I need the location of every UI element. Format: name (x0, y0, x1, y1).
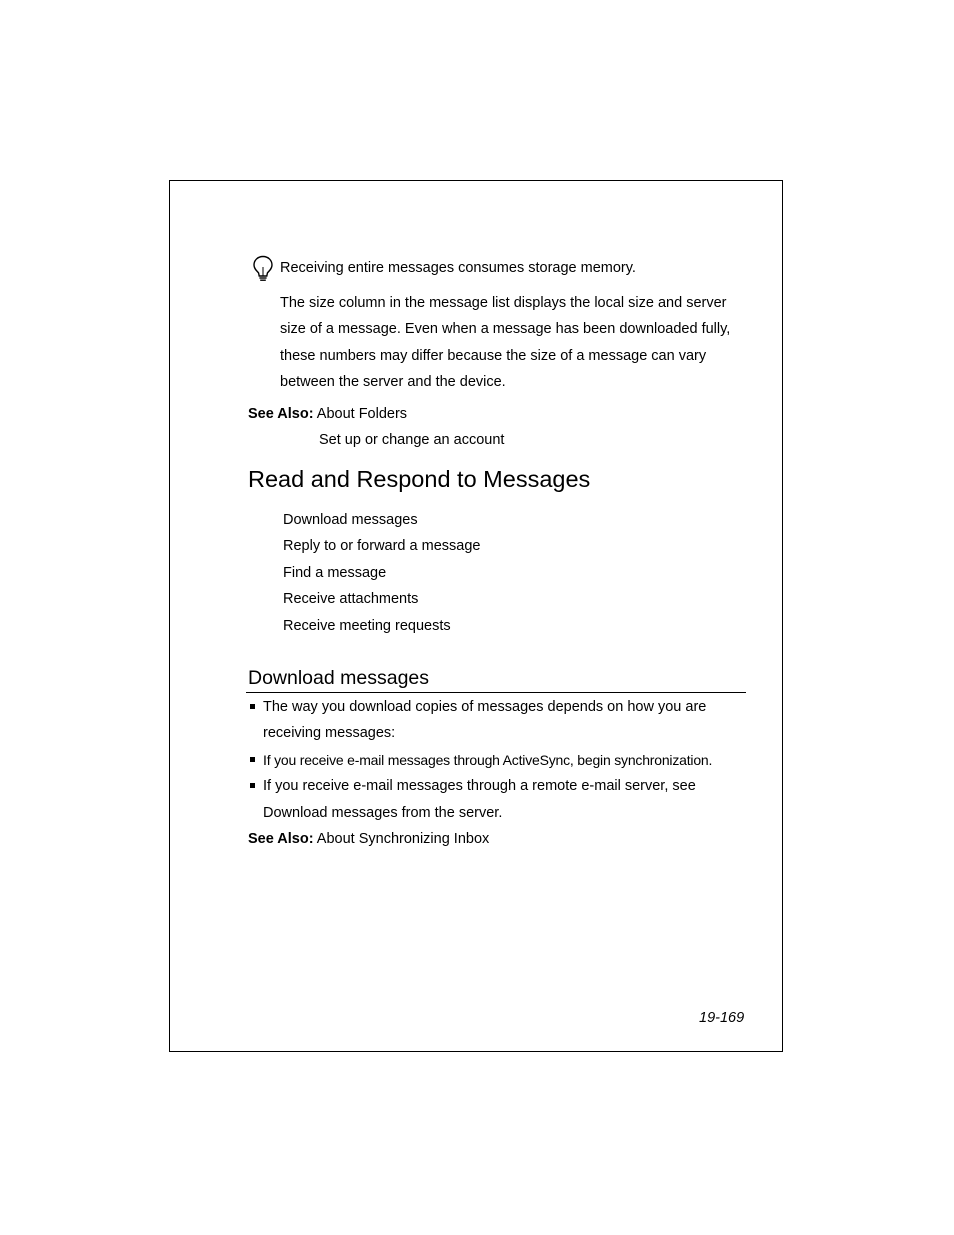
topic-link-receive-attachments[interactable]: Receive attachments (283, 591, 419, 608)
see-also-block (248, 826, 489, 852)
see-also-link-setup-account[interactable]: Set up or change an account (319, 432, 505, 448)
bullet-list (248, 694, 748, 826)
see-also-label: See Also: (248, 831, 314, 847)
topic-link-meeting-requests[interactable]: Receive meeting requests (283, 617, 451, 634)
topic-link-download-messages[interactable]: Download messages (283, 512, 418, 528)
see-also-label: See Also: (248, 406, 314, 422)
page-number: 19-169 (699, 1010, 745, 1026)
topic-list (283, 507, 480, 639)
lightbulb-icon (252, 255, 274, 283)
bullet-text: If you receive e-mail messages through ActiveSync, begin synchronization. (263, 751, 713, 768)
bullet-item (248, 694, 748, 747)
subsection-title: Download messages (248, 667, 430, 689)
bullet-square-icon (250, 704, 255, 709)
topic-link-find-message[interactable]: Find a message (283, 564, 387, 581)
heading-rule (246, 692, 746, 693)
topic-link-reply-forward[interactable]: Reply to or forward a message (283, 538, 481, 555)
size-column-paragraph: The size column in the message list displays the local size and server size of a message. Even when a message has been downloaded fully, these numbers may differ because the size of a message can vary between the server and the device. (280, 295, 731, 391)
section-title: Read and Respond to Messages (248, 466, 591, 492)
see-also-link-sync-inbox[interactable]: About Synchronizing Inbox (316, 831, 490, 847)
bullet-square-icon (250, 783, 255, 788)
bullet-item (248, 773, 748, 826)
bullet-item (248, 747, 748, 773)
tip-text: Receiving entire messages consumes storage memory. (280, 260, 636, 276)
see-also-block (248, 401, 407, 427)
bullet-text: The way you download copies of messages depends on how you are receiving messages: (263, 699, 707, 742)
bullet-square-icon (250, 757, 255, 762)
bullet-text: If you receive e-mail messages through a remote e-mail server, see Download messages from the server. (263, 778, 696, 821)
see-also-link-about-folders[interactable]: About Folders (316, 406, 408, 422)
